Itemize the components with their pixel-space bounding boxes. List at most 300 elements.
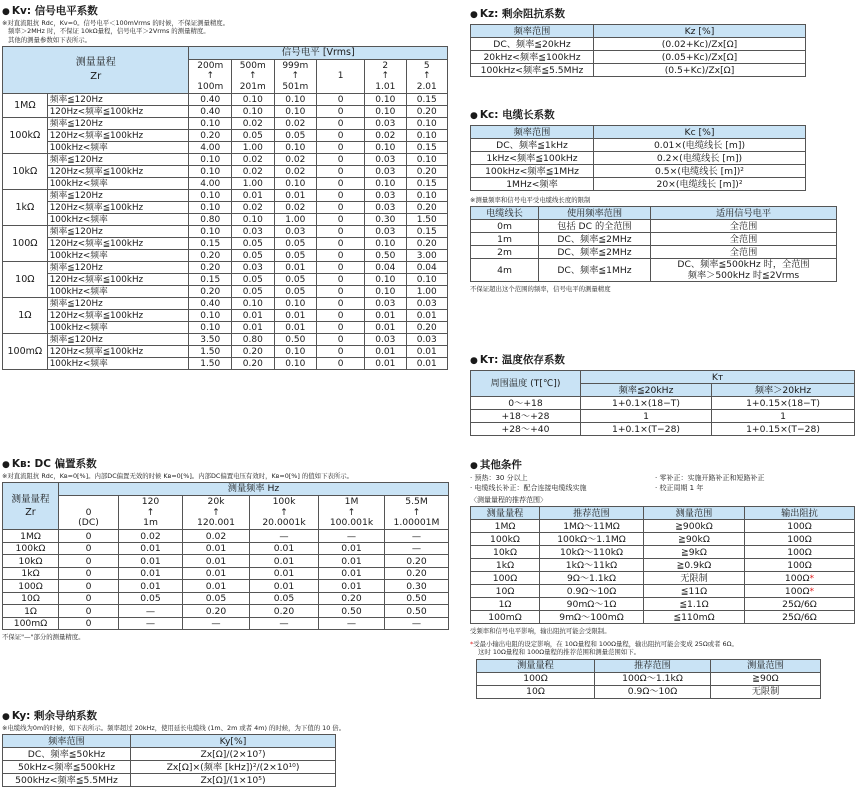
kb-freq-col bbox=[183, 496, 250, 530]
kb-table-cell: — bbox=[319, 530, 385, 543]
kv-freq-cell: 120Hz<频率≦100kHz bbox=[47, 202, 189, 214]
kv-value-cell: 0.01 bbox=[365, 358, 406, 370]
kv-value-cell: 0.04 bbox=[365, 262, 406, 274]
rec-table-cell bbox=[540, 585, 644, 598]
kc-table-cell: 100kHz<频率≦1MHz bbox=[471, 165, 594, 178]
sub-rec-table-cell: 0.9Ω～10Ω bbox=[595, 685, 711, 698]
kb-table-cell: 0.01 bbox=[319, 555, 385, 568]
kb-table-cell: 0 bbox=[59, 580, 119, 593]
kc-limit-row bbox=[471, 259, 837, 282]
kb-table-cell: 0.01 bbox=[250, 542, 319, 555]
sub-header-range: 测量量程 bbox=[477, 659, 595, 672]
kc-table-cell: 0.01×(电缆线长 [m]) bbox=[594, 139, 806, 152]
kv-value-cell: 0.03 bbox=[232, 262, 275, 274]
kv-value-cell: 0.10 bbox=[365, 106, 406, 118]
kv-level-col bbox=[274, 60, 317, 94]
kv-value-cell: 0.03 bbox=[365, 166, 406, 178]
rec-footnote: 受频率和信号电平影响，输出阻抗可能会受限制。 bbox=[470, 627, 611, 636]
rec-header-range: 测量量程 bbox=[471, 507, 540, 520]
kv-value-cell: 0 bbox=[317, 274, 365, 286]
kb-table-cell: 0.01 bbox=[119, 555, 183, 568]
kb-corner-header: 测量量程 Zr bbox=[3, 483, 59, 530]
kb-table-cell: 0 bbox=[59, 530, 119, 543]
rec-cell-text: 100mΩ bbox=[488, 611, 522, 623]
kz-section bbox=[470, 6, 806, 77]
kb-table-cell: 0 bbox=[59, 567, 119, 580]
kv-value-cell: 0.10 bbox=[406, 130, 448, 142]
kv-value-cell: 0.03 bbox=[365, 202, 406, 214]
kc-limit-header-level: 适用信号电平 bbox=[651, 207, 837, 220]
kv-value-cell: 0.10 bbox=[232, 106, 275, 118]
kv-corner-header: 测量量程 Zr bbox=[3, 47, 189, 94]
kv-freq-cell: 100kHz<频率 bbox=[47, 322, 189, 334]
kv-value-cell: 0.03 bbox=[365, 334, 406, 346]
rec-cell-text: 100Ω bbox=[787, 533, 812, 545]
kv-value-cell: 0 bbox=[317, 346, 365, 358]
kv-section bbox=[2, 3, 448, 370]
kv-value-cell: 0.02 bbox=[232, 154, 275, 166]
kz-header-range: 频率范围 bbox=[471, 25, 594, 38]
kv-value-cell: 0.02 bbox=[274, 118, 317, 130]
kb-table-cell: 0.01 bbox=[119, 567, 183, 580]
rec-cell-text: 1Ω bbox=[498, 598, 512, 610]
kb-table-cell: 0.01 bbox=[250, 580, 319, 593]
kv-table-row bbox=[3, 94, 448, 106]
rec-cell-text: ≦1.1Ω bbox=[679, 598, 709, 610]
kv-freq-cell: 100kHz<频率 bbox=[47, 250, 189, 262]
kc-limit-cell: 包括 DC 的全范围 bbox=[539, 220, 651, 233]
rec-cell-text: 100Ω bbox=[784, 572, 810, 584]
rec-table-cell bbox=[745, 585, 855, 598]
kt-section bbox=[470, 352, 855, 436]
kv-table-row bbox=[3, 358, 448, 370]
kb-freq-top: 100k bbox=[272, 496, 296, 508]
kb-table-cell: 0.01 bbox=[183, 555, 250, 568]
rec-header-recommended: 推荐范围 bbox=[540, 507, 644, 520]
kz-table bbox=[470, 24, 806, 77]
ky-table-cell: Zx[Ω]/(1×10⁵) bbox=[131, 774, 336, 787]
rec-table-cell bbox=[644, 533, 745, 546]
kb-freq-col bbox=[385, 496, 449, 530]
kv-value-cell: 0.10 bbox=[274, 298, 317, 310]
kc-header-range: 频率范围 bbox=[471, 126, 594, 139]
kv-value-cell: 0.15 bbox=[406, 142, 448, 154]
kv-freq-cell: 100kHz<频率 bbox=[47, 178, 189, 190]
kv-table-row bbox=[3, 214, 448, 226]
kv-freq-cell: 120Hz<频率≦100kHz bbox=[47, 238, 189, 250]
kv-table-row bbox=[3, 346, 448, 358]
kv-value-cell: 0.02 bbox=[365, 130, 406, 142]
kv-value-cell: 4.00 bbox=[189, 142, 232, 154]
rec-cell-text: 1kΩ bbox=[495, 559, 515, 571]
ky-table bbox=[2, 734, 336, 787]
kv-freq-cell: 频率≦120Hz bbox=[47, 226, 189, 238]
rec-cell-text: 无限制 bbox=[680, 572, 708, 584]
kb-freq-top: 20k bbox=[207, 496, 225, 508]
other-section bbox=[470, 457, 855, 699]
kb-freq-arrow: ↑ bbox=[280, 506, 288, 518]
rec-table-cell bbox=[644, 559, 745, 572]
kv-value-cell: 0.80 bbox=[189, 214, 232, 226]
kv-table-row bbox=[3, 166, 448, 178]
condition-warmup: · 预热：30 分以上 bbox=[470, 474, 528, 482]
kv-value-cell: 0.10 bbox=[189, 322, 232, 334]
rec-title: 〈测量量程的推荐范围〉 bbox=[470, 496, 547, 504]
kb-table-cell: 0 bbox=[59, 617, 119, 630]
kb-table-row bbox=[3, 580, 449, 593]
kc-limit-cell: 0m bbox=[471, 220, 539, 233]
kv-freq-cell: 120Hz<频率≦100kHz bbox=[47, 130, 189, 142]
kv-value-cell: 0.02 bbox=[274, 154, 317, 166]
kv-value-cell: 0.01 bbox=[274, 262, 317, 274]
rec-cell-text: 0.9Ω～10Ω bbox=[566, 585, 617, 597]
kv-value-cell: 0.10 bbox=[189, 226, 232, 238]
kv-value-cell: 0.01 bbox=[274, 322, 317, 334]
kv-level-arrow: ↑ bbox=[422, 71, 431, 82]
kv-range-cell: 1Ω bbox=[3, 298, 48, 334]
rec-table-row bbox=[471, 559, 855, 572]
ky-table-cell: DC、频率≦50kHz bbox=[3, 748, 131, 761]
kv-value-cell: 0.10 bbox=[189, 190, 232, 202]
kv-value-cell: 0.10 bbox=[232, 298, 275, 310]
kv-value-cell: 0.10 bbox=[365, 142, 406, 154]
kb-freq-bottom: 20.0001k bbox=[262, 517, 306, 529]
kv-value-cell: 0.03 bbox=[406, 298, 448, 310]
kc-header-value: Kc [%] bbox=[594, 126, 806, 139]
kb-table-cell: 0.05 bbox=[119, 592, 183, 605]
kv-value-cell: 0.05 bbox=[232, 130, 275, 142]
kv-note-1: ※对直流阻抗 Rdc，Kv=0。信号电平＜100mVrms 的时候，不保证测量精度。 bbox=[2, 19, 230, 27]
kv-note-3: 其他的测量参数如下表所示。 bbox=[8, 35, 92, 44]
kv-value-cell: 1.50 bbox=[189, 346, 232, 358]
ky-table-row bbox=[3, 761, 336, 774]
kv-value-cell: 0.05 bbox=[274, 250, 317, 262]
kv-table-row bbox=[3, 226, 448, 238]
kb-table-row bbox=[3, 555, 449, 568]
kc-table-cell: DC、频率≦1kHz bbox=[471, 139, 594, 152]
kv-value-cell: 0.05 bbox=[274, 274, 317, 286]
kb-table-cell: 1Ω bbox=[3, 605, 59, 618]
kv-value-cell: 0.03 bbox=[365, 190, 406, 202]
kv-value-cell: 0.40 bbox=[189, 94, 232, 106]
kv-value-cell: 0.20 bbox=[189, 262, 232, 274]
rec-table-row bbox=[471, 546, 855, 559]
kb-freq-top: 120 bbox=[141, 496, 160, 508]
kv-value-cell: 0.01 bbox=[232, 310, 275, 322]
kc-limit-header-length: 电缆线长 bbox=[471, 207, 539, 220]
kb-table-row bbox=[3, 542, 449, 555]
ky-table-cell: Zx[Ω]×(频率 [kHz])²/(2×10¹⁰) bbox=[131, 761, 336, 774]
kz-table-cell: DC、频率≦20kHz bbox=[471, 38, 594, 51]
kv-value-cell: 0.03 bbox=[365, 298, 406, 310]
ky-section bbox=[2, 708, 345, 787]
kv-freq-cell: 120Hz<频率≦100kHz bbox=[47, 166, 189, 178]
kb-table-cell: 0.20 bbox=[250, 605, 319, 618]
kv-value-cell: 0.10 bbox=[189, 202, 232, 214]
kv-value-cell: 0.80 bbox=[232, 334, 275, 346]
kt-header-high: 频率＞20kHz bbox=[712, 384, 855, 397]
kv-freq-cell: 100kHz<频率 bbox=[47, 286, 189, 298]
kv-value-cell: 0.50 bbox=[365, 250, 406, 262]
kv-value-cell: 0.05 bbox=[232, 238, 275, 250]
kc-limit-cell bbox=[651, 259, 837, 282]
kv-value-cell: 0.15 bbox=[406, 178, 448, 190]
kv-value-cell: 0 bbox=[317, 118, 365, 130]
kb-table-cell: — bbox=[385, 617, 449, 630]
kb-table-cell: 100mΩ bbox=[3, 617, 59, 630]
kv-value-cell: 0.03 bbox=[365, 154, 406, 166]
rec-table-cell bbox=[471, 585, 540, 598]
kv-value-cell: 0 bbox=[317, 190, 365, 202]
kz-table-cell: (0.5+Kc)/Zx[Ω] bbox=[594, 64, 806, 77]
kv-value-cell: 0 bbox=[317, 238, 365, 250]
kb-table-cell: 0.01 bbox=[119, 542, 183, 555]
kv-value-cell: 0.02 bbox=[274, 166, 317, 178]
sub-header-measure: 测量范围 bbox=[711, 659, 821, 672]
kt-table-cell: 1+0.15×(18−T) bbox=[712, 397, 855, 410]
rec-table-cell bbox=[471, 533, 540, 546]
kc-limit-cell: 2m bbox=[471, 246, 539, 259]
kv-level-arrow: ↑ bbox=[206, 71, 215, 82]
kv-value-cell: 0.10 bbox=[406, 274, 448, 286]
kv-value-cell: 0.01 bbox=[274, 190, 317, 202]
kv-freq-cell: 频率≦120Hz bbox=[47, 94, 189, 106]
rec-cell-text: 100kΩ bbox=[490, 533, 520, 545]
kv-value-cell: 0 bbox=[317, 166, 365, 178]
kc-table-cell: 1kHz<频率≦100kHz bbox=[471, 152, 594, 165]
rec-table-cell bbox=[745, 598, 855, 611]
ky-header-range: 频率范围 bbox=[3, 735, 131, 748]
rec-cell-text: ≦11Ω bbox=[680, 585, 708, 597]
ky-table-row bbox=[3, 774, 336, 787]
star-note-2: 这时 10Ω量程和 100Ω量程的推荐范围和测量范围如下。 bbox=[478, 648, 640, 657]
kc-limit-note: ※测量频率和信号电平受电缆线长度的限制 bbox=[470, 196, 591, 204]
kb-table-cell: 0.20 bbox=[319, 592, 385, 605]
kv-freq-cell: 100kHz<频率 bbox=[47, 142, 189, 154]
kv-level-top: 200m bbox=[197, 60, 224, 71]
rec-cell-text: ≧9kΩ bbox=[681, 546, 707, 558]
kt-header-kt: Kᴛ bbox=[581, 371, 855, 384]
rec-cell-text: ≧0.9kΩ bbox=[676, 559, 712, 571]
kb-table-cell: 0 bbox=[59, 555, 119, 568]
rec-table-cell bbox=[540, 611, 644, 624]
kv-value-cell: 3.50 bbox=[189, 334, 232, 346]
kv-value-cell: 0.04 bbox=[406, 262, 448, 274]
kv-value-cell: 0 bbox=[317, 94, 365, 106]
kb-table-cell: 0.02 bbox=[183, 530, 250, 543]
kv-value-cell: 1.00 bbox=[274, 214, 317, 226]
kb-freq-bottom: (DC) bbox=[78, 517, 99, 529]
kc-table bbox=[470, 125, 806, 191]
kv-value-cell: 0.01 bbox=[406, 358, 448, 370]
rec-cell-text: ≦110mΩ bbox=[673, 611, 715, 623]
kt-table-row bbox=[471, 397, 855, 410]
kv-range-cell: 1MΩ bbox=[3, 94, 48, 118]
kb-table-cell: 0.20 bbox=[183, 605, 250, 618]
kb-table-cell: 0.01 bbox=[319, 542, 385, 555]
condition-zero-correction: · 零补正：实施开路补正和短路补正 bbox=[655, 474, 765, 482]
kv-level-col bbox=[232, 60, 275, 94]
kv-table-row bbox=[3, 298, 448, 310]
kb-table-cell: — bbox=[250, 530, 319, 543]
kv-value-cell: 0.03 bbox=[365, 118, 406, 130]
kv-value-cell: 0.20 bbox=[189, 250, 232, 262]
kz-table-cell: 100kHz<频率≦5.5MHz bbox=[471, 64, 594, 77]
rec-table-cell bbox=[471, 611, 540, 624]
kv-value-cell: 0.02 bbox=[274, 202, 317, 214]
kv-value-cell: 0 bbox=[317, 310, 365, 322]
kc-title: ● Kc: 电缆长系数 bbox=[470, 109, 555, 121]
rec-cell-text: ≧90kΩ bbox=[678, 533, 710, 545]
kc-table-cell: 0.2×(电缆线长 [m]) bbox=[594, 152, 806, 165]
kc-table-row bbox=[471, 178, 806, 191]
kc-limit-row bbox=[471, 220, 837, 233]
kv-value-cell: 0.05 bbox=[232, 250, 275, 262]
kb-table-cell: 10Ω bbox=[3, 592, 59, 605]
kb-table-cell: 100Ω bbox=[3, 580, 59, 593]
kv-table bbox=[2, 46, 448, 370]
sub-rec-table-cell: 100Ω～1.1kΩ bbox=[595, 672, 711, 685]
rec-table-cell bbox=[644, 520, 745, 533]
kv-range-cell: 100mΩ bbox=[3, 334, 48, 370]
kb-table-cell: 0 bbox=[59, 592, 119, 605]
rec-cell-text: 1kΩ～11kΩ bbox=[565, 559, 618, 571]
rec-table-row bbox=[471, 611, 855, 624]
condition-cable-correction: · 电缆线长补正：配合连接电缆线实施 bbox=[470, 484, 587, 492]
kc-table-cell: 20×(电缆线长 [m])² bbox=[594, 178, 806, 191]
kv-range-cell: 100kΩ bbox=[3, 118, 48, 154]
kv-value-cell: 0.10 bbox=[406, 154, 448, 166]
kv-value-cell: 0 bbox=[317, 154, 365, 166]
kt-title: ● Kᴛ: 温度依存系数 bbox=[470, 354, 565, 366]
kv-value-cell: 0.03 bbox=[365, 226, 406, 238]
rec-cell-text: 100Ω bbox=[787, 520, 812, 532]
rec-star-mark: * bbox=[809, 585, 815, 597]
kv-freq-cell: 频率≦120Hz bbox=[47, 190, 189, 202]
kv-value-cell: 0.40 bbox=[189, 106, 232, 118]
kv-level-col bbox=[365, 60, 406, 94]
sub-header-recommended: 推荐范围 bbox=[595, 659, 711, 672]
kv-range-cell: 10kΩ bbox=[3, 154, 48, 190]
kb-table-cell: 0.20 bbox=[385, 567, 449, 580]
rec-cell-text: 9mΩ～100mΩ bbox=[559, 611, 624, 623]
rec-table-row bbox=[471, 585, 855, 598]
rec-table-cell bbox=[644, 546, 745, 559]
kv-table-row bbox=[3, 334, 448, 346]
kb-table-cell: — bbox=[385, 530, 449, 543]
kv-table-row bbox=[3, 262, 448, 274]
kv-table-row bbox=[3, 322, 448, 334]
kv-value-cell: 0.10 bbox=[365, 274, 406, 286]
kt-table-cell: +28～+40 bbox=[471, 423, 581, 436]
kv-level-value: 1 bbox=[337, 71, 344, 82]
kt-table-cell: 1 bbox=[712, 410, 855, 423]
kv-table-row bbox=[3, 238, 448, 250]
rec-cell-text: 9Ω～1.1kΩ bbox=[566, 572, 616, 584]
sub-rec-table-cell: ≧90Ω bbox=[711, 672, 821, 685]
kb-freq-top: 5.5M bbox=[405, 496, 428, 508]
kv-value-cell: 0.15 bbox=[406, 226, 448, 238]
kv-value-cell: 0.05 bbox=[274, 286, 317, 298]
kv-level-arrow: ↑ bbox=[381, 71, 390, 82]
kv-value-cell: 0.02 bbox=[232, 118, 275, 130]
kb-table-cell: 0.01 bbox=[183, 542, 250, 555]
kb-table-row bbox=[3, 592, 449, 605]
kv-value-cell: 4.00 bbox=[189, 178, 232, 190]
rec-table-cell bbox=[471, 546, 540, 559]
rec-table-cell bbox=[471, 520, 540, 533]
kb-freq-bottom: 120.001 bbox=[197, 517, 235, 529]
kv-freq-cell: 频率≦120Hz bbox=[47, 334, 189, 346]
kb-table-cell: — bbox=[250, 617, 319, 630]
kv-value-cell: 0.10 bbox=[365, 238, 406, 250]
kv-value-cell: 0.10 bbox=[274, 346, 317, 358]
rec-table-cell bbox=[644, 585, 745, 598]
kb-table-cell: 0.01 bbox=[183, 580, 250, 593]
ky-title: ● Ky: 剩余导纳系数 bbox=[2, 710, 98, 722]
kv-level-top: 2 bbox=[382, 60, 389, 71]
kz-header-value: Kz [%] bbox=[594, 25, 806, 38]
kb-table-row bbox=[3, 530, 449, 543]
kv-table-row bbox=[3, 274, 448, 286]
kv-value-cell: 0 bbox=[317, 106, 365, 118]
kv-table-row bbox=[3, 154, 448, 166]
kb-table-cell: — bbox=[119, 605, 183, 618]
kv-value-cell: 0.20 bbox=[189, 286, 232, 298]
kv-level-col bbox=[189, 60, 232, 94]
kv-value-cell: 0.10 bbox=[365, 286, 406, 298]
rec-cell-text: 100Ω bbox=[787, 559, 812, 571]
kv-value-cell: 0.10 bbox=[232, 94, 275, 106]
kv-value-cell: 0.10 bbox=[189, 154, 232, 166]
rec-table-cell bbox=[471, 572, 540, 585]
rec-cell-text: 100Ω bbox=[787, 546, 812, 558]
kv-value-cell: 0 bbox=[317, 226, 365, 238]
kv-value-cell: 0.01 bbox=[406, 346, 448, 358]
kb-table-row bbox=[3, 617, 449, 630]
other-conditions-list bbox=[470, 473, 854, 493]
kc-limit-line: 频率＞500kHz 时≦2Vrms bbox=[687, 270, 800, 282]
rec-table bbox=[470, 506, 855, 624]
kv-freq-cell: 120Hz<频率≦100kHz bbox=[47, 346, 189, 358]
kv-value-cell: 0.05 bbox=[274, 130, 317, 142]
kb-freq-bottom: 1.00001M bbox=[393, 517, 440, 529]
kc-table-row bbox=[471, 152, 806, 165]
rec-star-mark: * bbox=[809, 572, 815, 584]
kv-value-cell: 0.15 bbox=[189, 274, 232, 286]
kv-value-cell: 0.20 bbox=[232, 358, 275, 370]
kb-section bbox=[2, 456, 449, 642]
kv-value-cell: 0.10 bbox=[406, 190, 448, 202]
kb-note: ※对直流阻抗 Rdc，Kʙ=0[%]。内部DC偏置无效的时候 Kʙ=0[%]。内部DC偏置电压有效时，Kʙ=0[%] 的值如下表所示。 bbox=[2, 472, 354, 480]
kv-level-bottom: 100m bbox=[197, 81, 224, 92]
kv-value-cell: 0.10 bbox=[365, 94, 406, 106]
kb-freq-bottom: 1m bbox=[143, 517, 158, 529]
rec-table-cell bbox=[471, 559, 540, 572]
rec-cell-text: 10kΩ～110kΩ bbox=[559, 546, 624, 558]
rec-cell-text: 1MΩ bbox=[494, 520, 516, 532]
kv-value-cell: 0.10 bbox=[189, 166, 232, 178]
kc-limit-cell: 全范围 bbox=[651, 233, 837, 246]
kv-range-cell: 100Ω bbox=[3, 226, 48, 262]
rec-table-cell bbox=[471, 598, 540, 611]
kv-value-cell: 0.20 bbox=[406, 238, 448, 250]
rec-table-cell bbox=[540, 572, 644, 585]
rec-table-cell bbox=[745, 611, 855, 624]
kb-table-cell: 1MΩ bbox=[3, 530, 59, 543]
kc-limit-line: DC、频率≦500kHz 时，全范围 bbox=[677, 259, 810, 271]
sub-rec-table bbox=[476, 659, 821, 699]
